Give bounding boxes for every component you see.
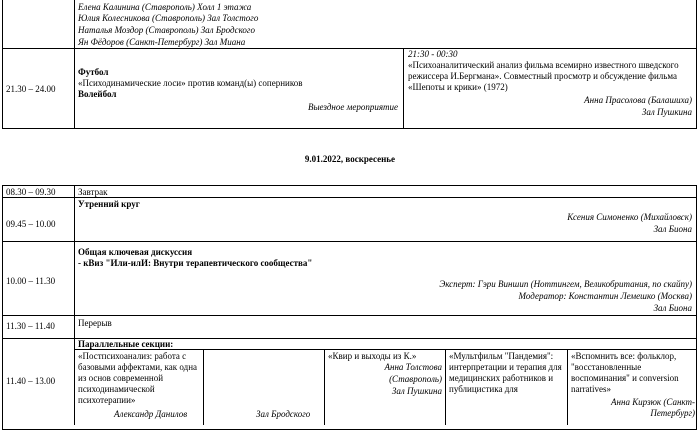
- row-time: 11.30 – 11.40: [6, 321, 55, 331]
- row-speaker: Ксения Симоненко (Михайловск): [567, 212, 692, 222]
- time-col-divider: [74, 185, 75, 425]
- section-divider-4: [567, 349, 568, 425]
- section-divider-3: [445, 349, 446, 425]
- row-room: Зал Биона: [653, 303, 692, 313]
- section-3-city: (Ставрополь): [389, 374, 442, 384]
- row-title: Завтрак: [78, 187, 108, 197]
- section-2-room: Зал Бродского: [256, 409, 311, 419]
- section-4-text: «Мультфильм "Пандемия": интерпретации и терапия для медицинских работников и публицистика для: [449, 351, 562, 394]
- top-line-4: Ян Фёдоров (Санкт-Петербург) Зал Миана: [78, 37, 246, 47]
- section-5-text: «Вспомнить все: фольклор, "восстановленные воспоминания" и conversion narratives»: [571, 351, 679, 394]
- row-time: 08.30 – 09.30: [6, 187, 56, 197]
- row-divider-3: [2, 315, 697, 316]
- top-row-divider: [2, 48, 697, 49]
- film-room: Зал Пушкина: [641, 107, 692, 117]
- top-line-1: Елена Калинина (Ставрополь) Холл 1 этажа: [78, 2, 252, 12]
- section-3-room: Зал Пушкина: [391, 386, 442, 396]
- section-1-text: «Постпсихоанализ: работа с базовыми аффектами, как одна из основ современной психодинамической психотерапии»: [78, 351, 198, 405]
- row-title: Утренний круг: [78, 199, 140, 209]
- day-header: 9.01.2022, воскресенье: [304, 154, 396, 164]
- row-expert: Эксперт: Гэри Виншип (Ноттингем, Великобритания, по скайпу): [439, 279, 692, 289]
- row-time: 11.40 – 13.00: [6, 376, 56, 386]
- row-subtitle: - кВиз "Или-илИ: Внутри терапевтического сообщества": [78, 258, 313, 268]
- section-3-speaker: Анна Толстова: [384, 362, 442, 372]
- film-time: 21:30 - 00:30: [408, 49, 458, 59]
- top-line-3: Наталья Моздор (Ставрополь) Зал Бродского: [78, 25, 255, 35]
- top-col-divider: [74, 0, 75, 129]
- section-1-speaker: Александр Данилов: [114, 409, 188, 419]
- row-time: 09.45 – 10.00: [6, 219, 56, 229]
- volleyball-title: Волейбол: [78, 89, 117, 99]
- section-3-text: «Квир и выходы из К.»: [328, 351, 417, 361]
- film-desc: «Психоаналитический анализ фильма всемирно известного шведского режиссера И.Бергмана». Совместный просмотр и обсуждение фильма «Шепоты и крики» (1972): [408, 60, 679, 92]
- row-title: Перерыв: [78, 318, 112, 328]
- football-desc: «Психодинамические лоси» против команд(ы) соперников: [78, 78, 303, 88]
- top-line-2: Юлия Колесникова (Ставрополь) Зал Толстого: [78, 13, 259, 23]
- film-speaker: Анна Прасолова (Балашиха): [584, 95, 692, 105]
- row-time: 10.00 – 11.30: [6, 276, 56, 286]
- row-title: Общая ключевая дискуссия: [78, 247, 193, 257]
- section-5-speaker: Анна Кирзюк (Санкт-Петербург): [611, 397, 695, 418]
- away-note: Выездное мероприятие: [307, 102, 398, 112]
- row-moderator: Модератор: Константин Лемешко (Москва): [518, 291, 692, 301]
- section-divider-1: [203, 349, 204, 425]
- row-divider-2: [2, 241, 697, 242]
- section-divider-2: [324, 349, 325, 425]
- football-title: Футбол: [78, 67, 109, 77]
- row-room: Зал Биона: [653, 224, 692, 234]
- top-mid-divider: [403, 48, 404, 129]
- row-title: Параллельные секции:: [78, 339, 174, 349]
- top-time: 21.30 – 24.00: [6, 84, 56, 94]
